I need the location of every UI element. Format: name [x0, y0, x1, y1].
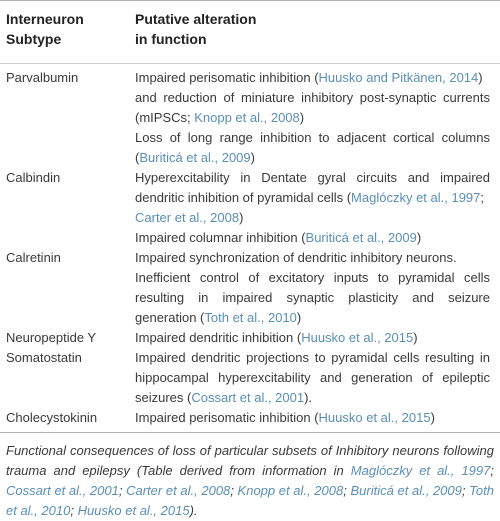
citation-link[interactable]: Buriticá et al., 2009 — [305, 230, 417, 245]
caption-citation-link[interactable]: Knopp et al., 2008 — [237, 483, 344, 498]
table-row — [0, 168, 500, 248]
alteration-text: Impaired perisomatic inhibition ( — [135, 410, 319, 425]
header-subtype-line1: Interneuron — [6, 11, 84, 27]
citation-link[interactable]: Huusko et al., 2015 — [318, 410, 431, 425]
citation-link[interactable]: Huusko and Pitkänen, 2014 — [318, 70, 479, 85]
alteration-text-end: ) — [430, 410, 435, 425]
alteration-text: Impaired synchronization of dendritic inhibitory neurons. — [135, 250, 457, 265]
table-row — [0, 348, 500, 408]
alteration-paragraph — [135, 348, 490, 408]
header-subtype-line2: Subtype — [6, 31, 62, 47]
alteration-text-end: ) — [478, 70, 483, 85]
alteration-cell — [135, 348, 490, 408]
alteration-paragraph — [135, 228, 490, 248]
table-body — [0, 64, 500, 428]
alteration-cell — [135, 328, 490, 348]
alteration-text-end: ) — [296, 310, 302, 325]
alteration-paragraph — [135, 168, 490, 208]
alteration-text-end: ). — [304, 390, 313, 405]
alteration-paragraph — [135, 128, 490, 168]
table-header — [0, 0, 500, 64]
header-alteration — [135, 9, 256, 49]
subtype-cell: Somatostatin — [6, 350, 82, 365]
citation-link[interactable]: Cossart et al., 2001 — [191, 390, 305, 405]
caption-separator: ; — [118, 483, 127, 498]
alteration-cell — [135, 168, 490, 248]
alteration-paragraph — [135, 68, 490, 88]
citation-link[interactable]: Buriticá et al., 2009 — [139, 150, 251, 165]
alteration-text-end: ; — [480, 190, 485, 205]
alteration-text: Impaired dendritic projections to pyramidal cells resulting in hippocampal hyperexcitability and generation of epileptic seizures ( — [135, 350, 490, 405]
caption-citation-link[interactable]: Cossart et al., 2001 — [6, 483, 119, 498]
alteration-paragraph — [135, 408, 490, 428]
alteration-text: and reduction of miniature inhibitory post-synaptic currents (mIPSCs; — [135, 90, 490, 125]
alteration-paragraph — [135, 268, 490, 328]
alteration-cell — [135, 68, 490, 168]
caption-citation-link[interactable]: Huusko et al., 2015 — [77, 503, 190, 518]
alteration-text: Impaired dendritic inhibition ( — [135, 330, 302, 345]
citation-link[interactable]: Maglóczky et al., 1997 — [351, 190, 481, 205]
caption-citation-link[interactable]: Toth et al., 2010 — [6, 483, 494, 518]
caption-citation-link[interactable]: Buriticá et al., 2009 — [350, 483, 462, 498]
alteration-text: Loss of long range inhibition to adjacent cortical columns ( — [135, 130, 490, 165]
alteration-text-end: ) — [413, 330, 418, 345]
caption-intro: Functional consequences of loss of particular subsets of Inhibitory neurons following trauma and epilepsy (Table derived from information in — [6, 443, 494, 478]
alteration-paragraph — [135, 208, 490, 228]
alteration-paragraph — [135, 88, 490, 128]
alteration-cell — [135, 408, 490, 428]
alteration-text: Inefficient control of excitatory inputs to pyramidal cells resulting in impaired synaptic plasticity and seizure generation ( — [135, 270, 490, 325]
table-row — [0, 328, 500, 348]
caption-separator: ; — [70, 503, 78, 518]
alteration-cell — [135, 248, 490, 328]
citation-link[interactable]: Huusko et al., 2015 — [301, 330, 414, 345]
caption-separator: ; — [490, 463, 494, 478]
caption-separator: ). — [189, 503, 198, 518]
alteration-text-end: ) — [239, 210, 244, 225]
citation-link[interactable]: Knopp et al., 2008 — [194, 110, 300, 125]
table-row — [0, 248, 500, 328]
alteration-text-end: ) — [299, 110, 305, 125]
alteration-paragraph — [135, 248, 490, 268]
caption-citation-link[interactable]: Carter et al., 2008 — [126, 483, 231, 498]
subtype-cell: Parvalbumin — [6, 70, 79, 85]
subtype-cell: Neuropeptide Y — [6, 330, 97, 345]
table-row — [0, 68, 500, 168]
table-row — [0, 408, 500, 428]
alteration-text-end: ) — [250, 150, 255, 165]
citation-link[interactable]: Toth et al., 2010 — [204, 310, 297, 325]
header-subtype — [6, 9, 84, 49]
alteration-text: Impaired columnar inhibition ( — [135, 230, 306, 245]
citation-link[interactable]: Carter et al., 2008 — [135, 210, 240, 225]
table-caption — [0, 433, 500, 521]
header-alteration-line1: Putative alteration — [135, 11, 257, 27]
subtype-cell: Cholecystokinin — [6, 410, 98, 425]
alteration-text: Hyperexcitability in Dentate gyral circuits and impaired dendritic inhibition of pyramidal cells ( — [135, 170, 490, 205]
subtype-cell: Calbindin — [6, 170, 61, 185]
alteration-paragraph — [135, 328, 490, 348]
alteration-text: Impaired perisomatic inhibition ( — [135, 70, 319, 85]
subtype-cell: Calretinin — [6, 250, 61, 265]
caption-citation-link[interactable]: Maglóczky et al., 1997 — [350, 463, 491, 478]
header-alteration-line2: in function — [135, 31, 207, 47]
caption-separator: ; — [461, 483, 470, 498]
alteration-text-end: ) — [416, 230, 422, 245]
caption-separator: ; — [230, 483, 238, 498]
caption-separator: ; — [343, 483, 351, 498]
